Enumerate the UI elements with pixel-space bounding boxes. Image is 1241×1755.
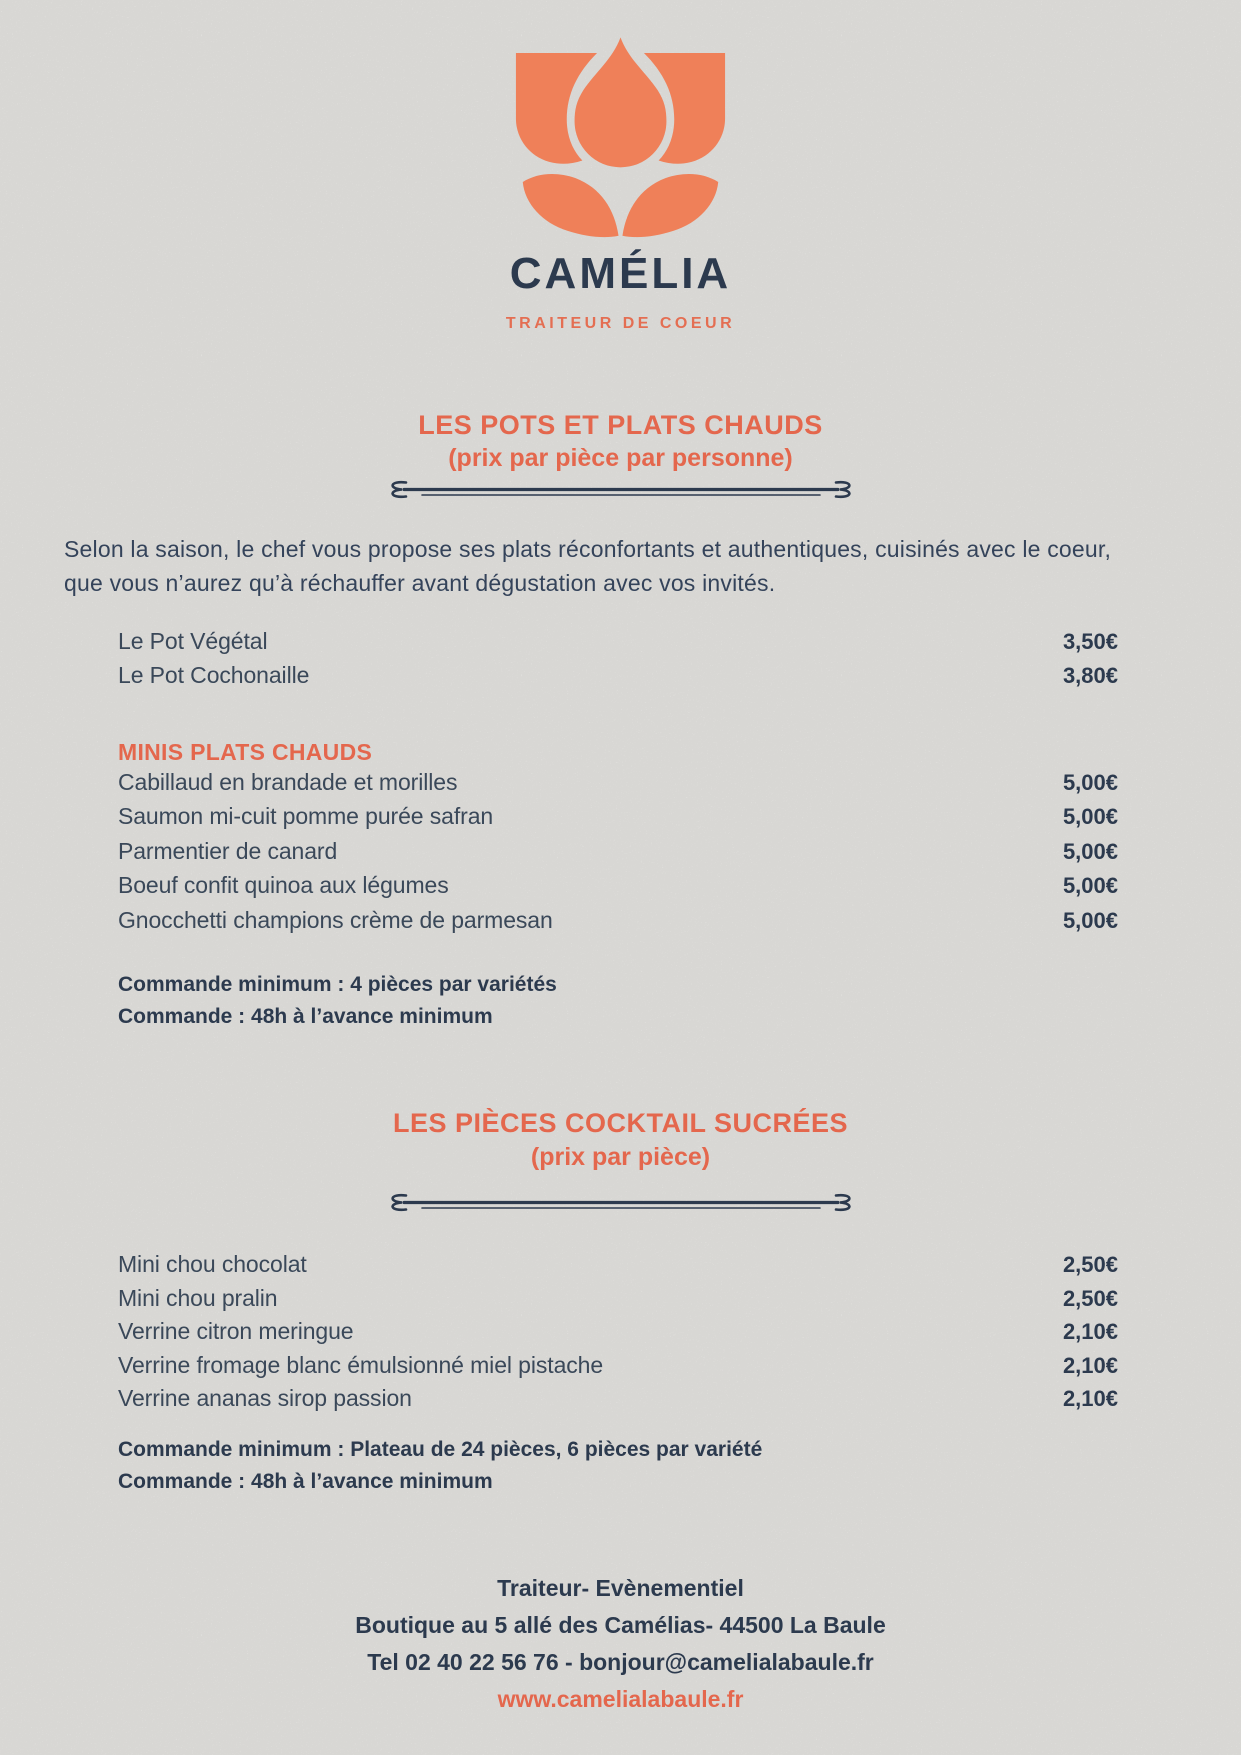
section-title-cocktail-sucrees: LES PIÈCES COCKTAIL SUCRÉES — [392, 1108, 849, 1138]
item-price: 3,80€ — [1062, 663, 1118, 689]
item-price: 2,50€ — [1062, 1285, 1118, 1311]
menu-item-row — [118, 1251, 1118, 1285]
item-name: Mini chou pralin — [118, 1284, 278, 1311]
footer-address: Boutique au 5 allé des Camélias- 44500 La Baule — [355, 1612, 886, 1638]
menu-item-row — [118, 628, 1118, 662]
footer — [0, 1570, 1241, 1718]
section-title-pots-plats-chauds: LES POTS ET PLATS CHAUDS — [418, 410, 823, 440]
item-price: 3,50€ — [1062, 629, 1118, 654]
item-name: Cabillaud en brandade et morilles — [118, 769, 458, 795]
menu-item-row — [118, 803, 1118, 837]
item-price: 5,00€ — [1062, 907, 1118, 933]
brand-name: CAMÉLIA — [509, 249, 732, 298]
item-name: Le Pot Cochonaille — [118, 662, 310, 689]
menu-item-row — [118, 1352, 1118, 1386]
menu-item-row — [118, 769, 1118, 803]
menu-item-row — [118, 1385, 1118, 1419]
item-name: Boeuf confit quinoa aux légumes — [118, 872, 449, 899]
section-subtitle-pots-plats-chauds: (prix par pièce par personne) — [448, 444, 793, 472]
section-intro-paragraph: Selon la saison, le chef vous propose ses plats réconfortants et authentiques, cuisinés avec le coeur, que vous n’aurez qu’à réchauffer avant dégustation avec vos invités. — [64, 536, 1112, 596]
menu-item-row — [118, 1318, 1118, 1352]
note-line: Commande minimum : 4 pièces par variétés — [118, 973, 557, 996]
item-price: 5,00€ — [1062, 873, 1118, 899]
item-name: Le Pot Végétal — [118, 628, 268, 654]
note-line: Commande : 48h à l’avance minimum — [118, 1470, 493, 1493]
lotus-flower-icon — [513, 33, 728, 243]
item-price: 2,10€ — [1062, 1352, 1118, 1378]
order-notes — [118, 969, 1118, 1033]
menu-item-row — [118, 907, 1118, 941]
note-line: Commande : 48h à l’avance minimum — [118, 1005, 493, 1028]
sucrees-item-list — [118, 1251, 1118, 1419]
item-name: Gnocchetti champions crème de parmesan — [118, 906, 553, 933]
item-price: 2,50€ — [1062, 1252, 1118, 1277]
menu-item-row — [118, 662, 1118, 696]
item-name: Mini chou chocolat — [118, 1251, 307, 1277]
item-price: 5,00€ — [1062, 838, 1118, 864]
item-price: 5,00€ — [1062, 770, 1118, 795]
footer-contact: Tel 02 40 22 56 76 - bonjour@camelialabaule.fr — [367, 1649, 874, 1675]
item-name: Saumon mi-cuit pomme purée safran — [118, 803, 494, 830]
menu-item-row — [118, 838, 1118, 872]
footer-website: www.camelialabaule.fr — [497, 1686, 744, 1712]
item-name: Verrine citron meringue — [118, 1318, 354, 1345]
subsection-title-minis-plats-chauds: MINIS PLATS CHAUDS — [118, 739, 373, 765]
pots-item-list — [118, 628, 1118, 697]
ornament-divider-icon — [378, 1191, 864, 1217]
order-notes — [118, 1434, 1118, 1498]
item-price: 2,10€ — [1062, 1386, 1118, 1412]
brand-tagline: TRAITEUR DE COEUR — [505, 315, 736, 332]
minis-plats-item-list — [118, 769, 1118, 941]
footer-business-type: Traiteur- Evènementiel — [497, 1575, 744, 1601]
item-name: Verrine ananas sirop passion — [118, 1385, 412, 1412]
note-line: Commande minimum : Plateau de 24 pièces, 6 pièces par variété — [118, 1438, 763, 1461]
item-price: 2,10€ — [1062, 1319, 1118, 1345]
menu-item-row — [118, 872, 1118, 906]
item-price: 5,00€ — [1062, 804, 1118, 830]
menu-item-row — [118, 1285, 1118, 1319]
section-subtitle-cocktail-sucrees: (prix par pièce) — [530, 1143, 711, 1171]
item-name: Parmentier de canard — [118, 837, 338, 864]
ornament-divider-icon — [378, 478, 864, 504]
item-name: Verrine fromage blanc émulsionné miel pistache — [118, 1351, 604, 1378]
